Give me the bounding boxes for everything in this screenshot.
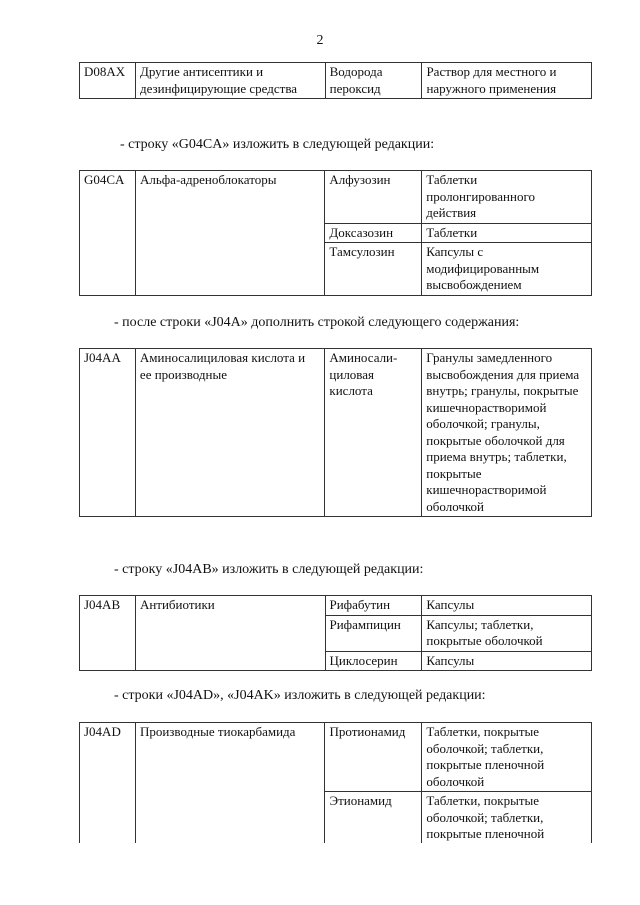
dosage-form: Таблетки пролонгированного действия xyxy=(422,171,592,224)
group-name: Аминосалициловая кислота и ее производные xyxy=(135,349,324,517)
dosage-form: Таблетки, покрытые оболочкой; таблетки, покрытые пленочной оболочкой xyxy=(422,723,592,792)
group-name: Производные тиокарбамида xyxy=(135,723,325,844)
table-row xyxy=(80,63,592,99)
dosage-form-line: Таблетки, покрытые xyxy=(426,793,540,808)
drug-name: Аминосали-циловая кислота xyxy=(325,349,422,517)
group-name: Альфа-адреноблокаторы xyxy=(135,171,324,296)
page-number: 2 xyxy=(316,33,324,48)
drug-name: Алфузозин xyxy=(325,171,422,224)
atc-code: J04AD xyxy=(80,723,136,844)
table-row xyxy=(80,349,592,517)
drug-name: Тамсулозин xyxy=(325,243,422,296)
atc-code: D08AX xyxy=(80,63,136,99)
dosage-form: Раствор для местного и наружного применения xyxy=(422,63,592,99)
dosage-form: Капсулы xyxy=(422,596,592,616)
instruction-text: - строку «G04CA» изложить в следующей редакции: xyxy=(120,137,435,152)
dosage-form xyxy=(422,792,592,844)
group-name: Другие антисептики и дезинфицирующие средства xyxy=(135,63,325,99)
group-name: Антибиотики xyxy=(135,596,325,671)
dosage-form: Таблетки xyxy=(422,223,592,243)
table-row xyxy=(80,596,592,616)
table-j04ad xyxy=(79,722,592,843)
drug-name: Доксазозин xyxy=(325,223,422,243)
table-j04aa xyxy=(79,348,592,517)
drug-name: Протионамид xyxy=(325,723,422,792)
dosage-form: Капсулы; таблетки, покрытые оболочкой xyxy=(422,615,592,651)
instruction-text: - строку «J04AB» изложить в следующей редакции: xyxy=(114,562,424,577)
table-g04ca xyxy=(79,170,592,296)
drug-name: Рифампицин xyxy=(325,615,422,651)
dosage-form: Капсулы с модифицированным высвобождением xyxy=(422,243,592,296)
drug-name: Этионамид xyxy=(325,792,422,844)
drug-name: Водорода пероксид xyxy=(325,63,422,99)
instruction-text: - строки «J04AD», «J04AK» изложить в следующей редакции: xyxy=(114,688,486,703)
table-j04ab xyxy=(79,595,592,671)
table-row xyxy=(80,171,592,224)
dosage-form-line: оболочкой; таблетки, xyxy=(426,809,544,825)
instruction-text: - после строки «J04A» дополнить строкой следующего содержания: xyxy=(114,315,520,330)
dosage-form-line: покрытые пленочной xyxy=(426,826,545,841)
dosage-form: Капсулы xyxy=(422,651,592,671)
dosage-form: Гранулы замедленного высвобождения для приема внутрь; гранулы, покрытые кишечнорастворимой оболочкой; гранулы, покрытые оболочкой для приема внутрь; таблетки, покрытые кишечнорастворимой оболочкой xyxy=(422,349,592,517)
drug-name: Циклосерин xyxy=(325,651,422,671)
atc-code: G04CA xyxy=(80,171,136,296)
atc-code: J04AA xyxy=(80,349,136,517)
atc-code: J04AB xyxy=(80,596,136,671)
table-d08ax xyxy=(79,62,592,99)
table-row xyxy=(80,723,592,792)
drug-name: Рифабутин xyxy=(325,596,422,616)
